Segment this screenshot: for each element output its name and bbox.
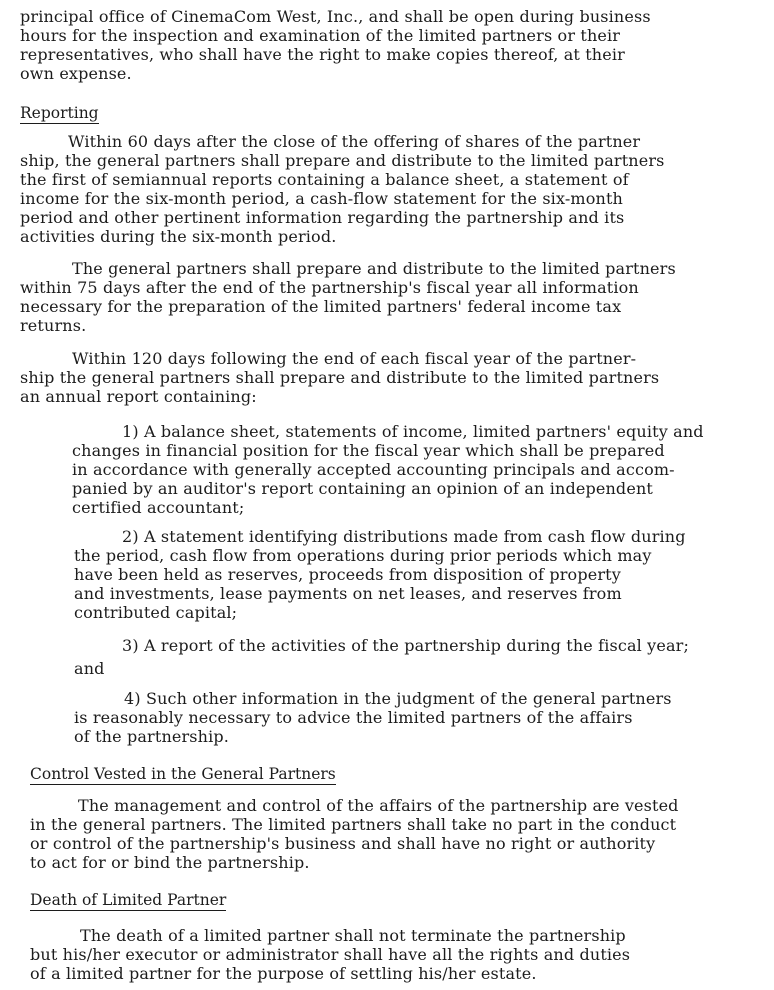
reporting-p2-line: The general partners shall prepare and distribute to the limited partners — [72, 259, 676, 278]
list-item-1-line: changes in financial position for the fiscal year which shall be prepared — [72, 441, 665, 460]
control-p1-line: or control of the partnership's business and shall have no right or authority — [30, 834, 656, 853]
reporting-p3-line: ship the general partners shall prepare and distribute to the limited partners — [20, 368, 660, 387]
control-p1-line: The management and control of the affairs of the partnership are vested — [78, 796, 679, 815]
reporting-p1-line: the first of semiannual reports containing a balance sheet, a statement of — [20, 170, 629, 189]
reporting-heading: Reporting — [20, 104, 99, 122]
reporting-p1-line: ship, the general partners shall prepare and distribute to the limited partners — [20, 151, 665, 170]
reporting-p1-line: period and other pertinent information regarding the partnership and its — [20, 208, 625, 227]
intro-line: representatives, who shall have the right to make copies thereof, at their — [20, 45, 625, 64]
control-p1-line: to act for or bind the partnership. — [30, 853, 310, 872]
list-item-2-line: 2) A statement identifying distributions made from cash flow during — [122, 527, 686, 546]
reporting-p2-line: necessary for the preparation of the limited partners' federal income tax — [20, 297, 622, 316]
list-item-4-line: 4) Such other information in the judgment of the general partners — [124, 689, 672, 708]
reporting-p3-line: an annual report containing: — [20, 387, 257, 406]
control-heading: Control Vested in the General Partners — [30, 765, 336, 783]
intro-line: own expense. — [20, 64, 132, 83]
list-item-1-line: panied by an auditor's report containing an opinion of an independent — [72, 479, 653, 498]
list-item-3-line: 3) A report of the activities of the partnership during the fiscal year; — [122, 636, 689, 655]
list-item-1-line: 1) A balance sheet, statements of income, limited partners' equity and — [122, 422, 704, 441]
list-item-1-line: certified accountant; — [72, 498, 245, 517]
reporting-p1-line: Within 60 days after the close of the offering of shares of the partner — [68, 132, 641, 151]
list-item-1-line: in accordance with generally accepted accounting principals and accom- — [72, 460, 675, 479]
death-p1-line: but his/her executor or administrator shall have all the rights and duties — [30, 945, 631, 964]
death-p1-line: The death of a limited partner shall not terminate the partnership — [80, 926, 626, 945]
list-item-2-line: contributed capital; — [74, 603, 238, 622]
reporting-p1-line: income for the six-month period, a cash-flow statement for the six-month — [20, 189, 623, 208]
control-p1-line: in the general partners. The limited partners shall take no part in the conduct — [30, 815, 677, 834]
reporting-p1-line: activities during the six-month period. — [20, 227, 337, 246]
list-item-4-line: is reasonably necessary to advice the limited partners of the affairs — [74, 708, 633, 727]
list-item-2-line: the period, cash flow from operations during prior periods which may — [74, 546, 652, 565]
death-p1-line: of a limited partner for the purpose of settling his/her estate. — [30, 964, 537, 983]
list-item-2-line: have been held as reserves, proceeds from disposition of property — [74, 565, 621, 584]
list-item-3-line: and — [74, 659, 105, 678]
list-item-4-line: of the partnership. — [74, 727, 230, 746]
intro-line: hours for the inspection and examination of the limited partners or their — [20, 26, 621, 45]
death-heading: Death of Limited Partner — [30, 891, 227, 909]
reporting-p2-line: returns. — [20, 316, 87, 335]
reporting-p2-line: within 75 days after the end of the partnership's fiscal year all information — [20, 278, 639, 297]
intro-line: principal office of CinemaCom West, Inc., and shall be open during business — [20, 7, 651, 26]
list-item-2-line: and investments, lease payments on net leases, and reserves from — [74, 584, 622, 603]
reporting-p3-line: Within 120 days following the end of each fiscal year of the partner- — [72, 349, 637, 368]
